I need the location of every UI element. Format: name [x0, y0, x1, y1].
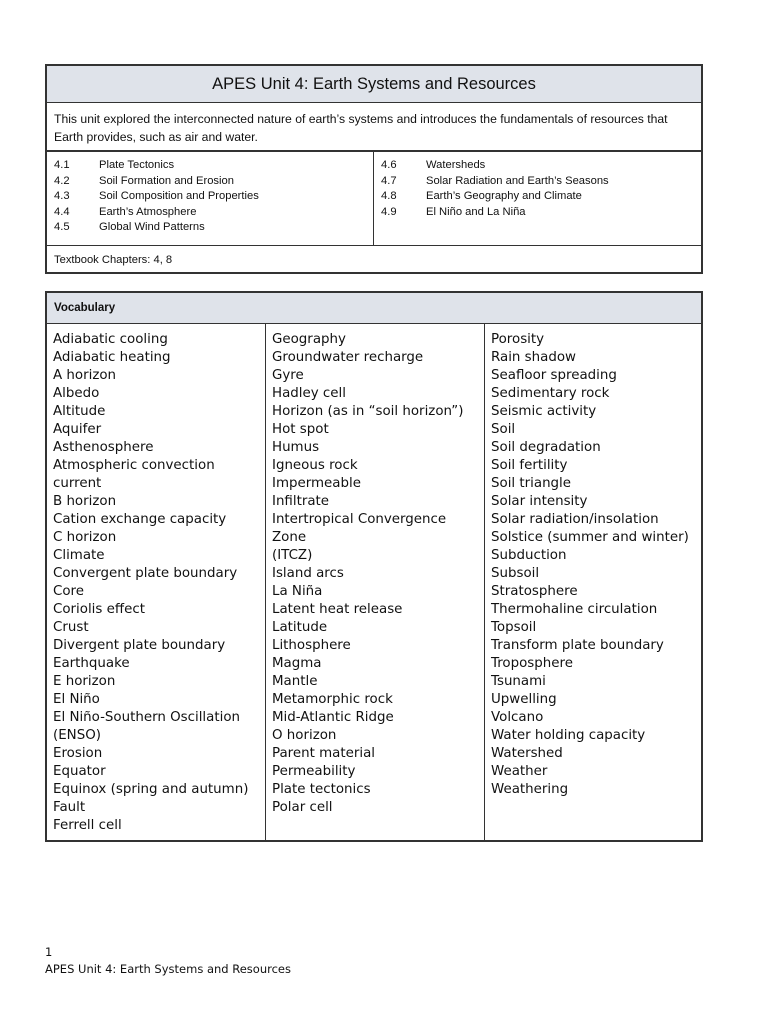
- vocab-term: Upwelling: [491, 692, 557, 707]
- vocab-term: Troposphere: [491, 656, 573, 671]
- topic-item: [54, 158, 373, 174]
- vocab-term: Latent heat release: [272, 602, 403, 617]
- topic-item: [54, 205, 373, 221]
- vocab-term: La Niña: [272, 584, 323, 599]
- vocab-term: Mid-Atlantic Ridge: [272, 710, 394, 725]
- vocab-term: Thermohaline circulation: [491, 602, 658, 617]
- topic-number: 4.8: [381, 190, 397, 203]
- vocab-term: Topsoil: [491, 620, 537, 635]
- vocabulary-table: [45, 291, 703, 842]
- vocab-term: Infiltrate: [272, 494, 330, 509]
- vocab-term: Adiabatic cooling: [53, 332, 168, 347]
- vocabulary-column-1: [47, 324, 266, 841]
- vocab-term: Igneous rock: [272, 458, 358, 473]
- topics-left-column: [47, 152, 374, 245]
- vocab-term: Horizon (as in “soil horizon”): [272, 404, 464, 419]
- vocab-term: El Niño-Southern Oscillation: [53, 710, 240, 725]
- topic-label: Global Wind Patterns: [99, 221, 205, 234]
- vocab-term: Soil triangle: [491, 476, 572, 491]
- vocab-term: E horizon: [53, 674, 116, 689]
- vocab-term: El Niño: [53, 692, 100, 707]
- vocab-term: Solar intensity: [491, 494, 588, 509]
- vocab-term: Seafloor spreading: [491, 368, 617, 383]
- topic-item: [54, 220, 373, 236]
- topic-number: 4.2: [54, 174, 70, 187]
- vocab-term: Soil: [491, 422, 516, 437]
- vocab-term: Plate tectonics: [272, 782, 371, 797]
- vocab-term: Climate: [53, 548, 105, 563]
- vocab-term: Core: [53, 584, 84, 599]
- vocab-term: Impermeable: [272, 476, 361, 491]
- vocab-term: Geography: [272, 332, 346, 347]
- vocab-term: Asthenosphere: [53, 440, 154, 455]
- vocab-term: Erosion: [53, 746, 103, 761]
- vocabulary-heading: Vocabulary: [47, 293, 701, 324]
- vocab-term: Coriolis effect: [53, 602, 145, 617]
- vocab-term: Water holding capacity: [491, 728, 646, 743]
- vocab-term: Fault: [53, 800, 86, 815]
- topic-number: 4.7: [381, 174, 397, 187]
- vocab-term: Cation exchange capacity: [53, 512, 227, 527]
- vocabulary-column-2: [266, 324, 485, 841]
- vocab-term: Sedimentary rock: [491, 386, 610, 401]
- footer-title: APES Unit 4: Earth Systems and Resources: [45, 962, 291, 976]
- vocab-term: C horizon: [53, 530, 117, 545]
- vocabulary-body: [47, 324, 701, 841]
- vocab-term: Tsunami: [491, 674, 546, 689]
- vocab-term: Metamorphic rock: [272, 692, 393, 707]
- vocab-term: A horizon: [53, 368, 117, 383]
- vocab-term: Transform plate boundary: [491, 638, 664, 653]
- vocab-term: Ferrell cell: [53, 818, 122, 833]
- topic-number: 4.5: [54, 221, 70, 234]
- topics-right-column: [374, 152, 701, 245]
- vocab-term: Crust: [53, 620, 89, 635]
- topic-number: 4.4: [54, 205, 70, 218]
- vocab-term: Zone: [272, 530, 307, 545]
- vocab-term: Earthquake: [53, 656, 130, 671]
- vocab-term: Atmospheric convection: [53, 458, 215, 473]
- vocab-term: Lithosphere: [272, 638, 351, 653]
- vocab-term: Solstice (summer and winter): [491, 530, 689, 545]
- vocab-term: Convergent plate boundary: [53, 566, 238, 581]
- vocab-term: (ITCZ): [272, 548, 313, 563]
- vocab-term: Magma: [272, 656, 322, 671]
- topics-row: [47, 152, 701, 246]
- topic-number: 4.1: [54, 159, 70, 171]
- vocab-term: Hot spot: [272, 422, 329, 437]
- vocab-term: Weathering: [491, 782, 569, 797]
- vocab-term: Weather: [491, 764, 548, 779]
- vocab-term: O horizon: [272, 728, 337, 743]
- vocab-term: B horizon: [53, 494, 117, 509]
- vocab-term: Intertropical Convergence: [272, 512, 447, 527]
- topic-item: [54, 189, 373, 205]
- vocab-term: Stratosphere: [491, 584, 578, 599]
- vocab-term: Equator: [53, 764, 106, 779]
- vocab-term: Subduction: [491, 548, 567, 563]
- vocab-term: Adiabatic heating: [53, 350, 171, 365]
- vocab-term: Solar radiation/insolation: [491, 512, 659, 527]
- vocab-term: Seismic activity: [491, 404, 597, 419]
- vocab-term: Volcano: [491, 710, 544, 725]
- vocab-term: Groundwater recharge: [272, 350, 424, 365]
- vocab-term: Parent material: [272, 746, 376, 761]
- vocab-term: Aquifer: [53, 422, 102, 437]
- vocab-term: (ENSO): [53, 728, 101, 743]
- vocab-term: Humus: [272, 440, 320, 455]
- topic-label: El Niño and La Niña: [426, 205, 526, 218]
- vocab-term: Rain shadow: [491, 350, 576, 365]
- vocab-term: Latitude: [272, 620, 328, 635]
- unit-description: This unit explored the interconnected nature of earth’s systems and introduces the fundamentals of resources that Earth provides, such as air and water.: [47, 103, 701, 152]
- unit-overview-table: [45, 64, 703, 274]
- topic-number: 4.6: [381, 159, 397, 171]
- vocab-term: Albedo: [53, 386, 100, 401]
- vocab-term: Subsoil: [491, 566, 540, 581]
- topic-item: [381, 205, 701, 221]
- vocab-term: Hadley cell: [272, 386, 346, 401]
- vocab-term: Porosity: [491, 332, 545, 347]
- vocabulary-column-3: [485, 324, 701, 841]
- topic-label: Soil Formation and Erosion: [99, 174, 234, 187]
- topic-number: 4.9: [381, 205, 397, 218]
- vocab-term: Gyre: [272, 368, 304, 383]
- topic-item: [54, 174, 373, 190]
- vocab-term: current: [53, 476, 102, 491]
- topic-label: Earth’s Atmosphere: [99, 205, 197, 218]
- unit-title: APES Unit 4: Earth Systems and Resources: [47, 66, 701, 103]
- vocab-term: Mantle: [272, 674, 318, 689]
- vocab-term: Equinox (spring and autumn): [53, 782, 249, 797]
- vocab-term: Permeability: [272, 764, 356, 779]
- page-footer: [45, 944, 291, 978]
- page-number: 1: [45, 945, 53, 959]
- vocab-term: Divergent plate boundary: [53, 638, 226, 653]
- vocab-term: Polar cell: [272, 800, 333, 815]
- topic-item: [381, 174, 701, 190]
- topic-label: Solar Radiation and Earth’s Seasons: [426, 174, 609, 187]
- vocab-term: Altitude: [53, 404, 106, 419]
- topic-item: [381, 189, 701, 205]
- topic-label: Watersheds: [426, 159, 486, 171]
- vocab-term: Watershed: [491, 746, 563, 761]
- topic-item: [381, 158, 701, 174]
- topic-label: Soil Composition and Properties: [99, 190, 259, 203]
- vocab-term: Island arcs: [272, 566, 344, 581]
- topic-label: Earth’s Geography and Climate: [426, 190, 582, 203]
- vocab-term: Soil fertility: [491, 458, 568, 473]
- topic-number: 4.3: [54, 190, 70, 203]
- textbook-chapters: Textbook Chapters: 4, 8: [54, 254, 173, 266]
- vocab-term: Soil degradation: [491, 440, 601, 455]
- topic-label: Plate Tectonics: [99, 159, 175, 171]
